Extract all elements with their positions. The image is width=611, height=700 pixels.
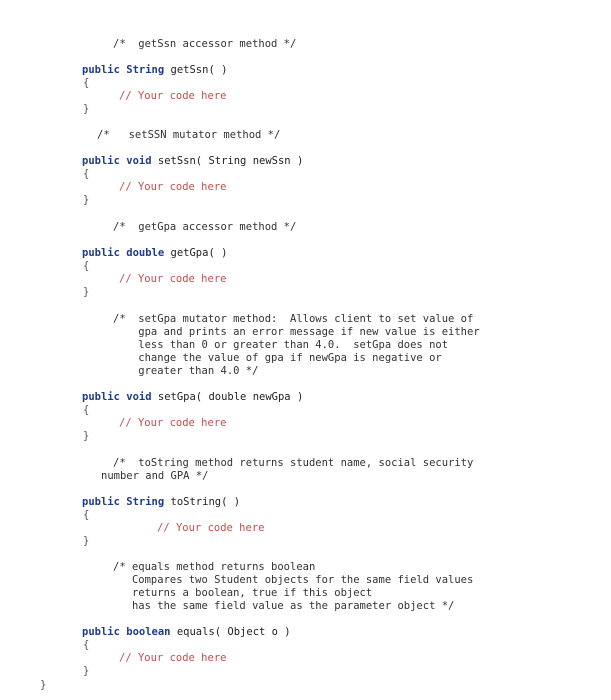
tostring-comment-line: /* toString method returns student name, social security (113, 457, 474, 469)
setssn-open-brace: { (83, 168, 90, 180)
setgpa-open-brace: { (83, 404, 90, 416)
getgpa-keywords: public double (82, 247, 165, 259)
setgpa-comment-line: change the value of gpa if newGpa is negative or (113, 352, 442, 364)
setgpa-comment-line: greater than 4.0 */ (113, 365, 259, 377)
getgpa-close-brace: } (83, 286, 90, 298)
setssn-signature (82, 155, 303, 168)
getgpa-name: getGpa( ) (164, 247, 228, 259)
getssn-close-brace: } (83, 103, 90, 115)
class-close-brace: } (40, 679, 47, 691)
getgpa-open-brace: { (83, 260, 90, 272)
setgpa-comment-line: gpa and prints an error message if new value is either (113, 326, 480, 338)
setgpa-close-brace: } (83, 430, 90, 442)
equals-comment-line: Compares two Student objects for the same field values (113, 574, 474, 586)
setgpa-name: setGpa( double newGpa ) (151, 391, 304, 403)
setssn-your-code: // Your code here (119, 181, 227, 193)
equals-name: equals( Object o ) (170, 626, 291, 638)
setgpa-your-code: // Your code here (119, 417, 227, 429)
tostring-comment-line: number and GPA */ (101, 470, 209, 482)
equals-comment-line: /* equals method returns boolean (113, 561, 316, 573)
equals-keywords: public boolean (82, 626, 171, 638)
getgpa-comment: /* getGpa accessor method */ (113, 221, 297, 233)
getgpa-your-code: // Your code here (119, 273, 227, 285)
setssn-close-brace: } (83, 194, 90, 206)
setgpa-signature (82, 391, 303, 404)
setssn-keywords: public void (82, 155, 152, 167)
setssn-comment: /* setSSN mutator method */ (97, 129, 281, 141)
setssn-name: setSsn( String newSsn ) (151, 155, 304, 167)
equals-comment-line: returns a boolean, true if this object (113, 587, 373, 599)
getssn-open-brace: { (83, 77, 90, 89)
getssn-keywords: public String (82, 64, 165, 76)
setgpa-comment-line: /* setGpa mutator method: Allows client to set value of (113, 313, 474, 325)
equals-signature (82, 626, 291, 639)
tostring-your-code: // Your code here (157, 522, 265, 534)
getssn-name: getSsn( ) (164, 64, 228, 76)
equals-your-code: // Your code here (119, 652, 227, 664)
getssn-your-code: // Your code here (119, 90, 227, 102)
setgpa-comment-line: less than 0 or greater than 4.0. setGpa does not (113, 339, 449, 351)
tostring-signature (82, 496, 240, 509)
equals-open-brace: { (83, 639, 90, 651)
tostring-open-brace: { (83, 509, 90, 521)
getssn-signature (82, 64, 227, 77)
tostring-name: toString( ) (164, 496, 241, 508)
getssn-comment: /* getSsn accessor method */ (113, 38, 297, 50)
tostring-keywords: public String (82, 496, 165, 508)
equals-close-brace: } (83, 665, 90, 677)
setgpa-keywords: public void (82, 391, 152, 403)
equals-comment-line: has the same field value as the parameter object */ (113, 600, 455, 612)
getgpa-signature (82, 247, 227, 260)
tostring-close-brace: } (83, 535, 90, 547)
